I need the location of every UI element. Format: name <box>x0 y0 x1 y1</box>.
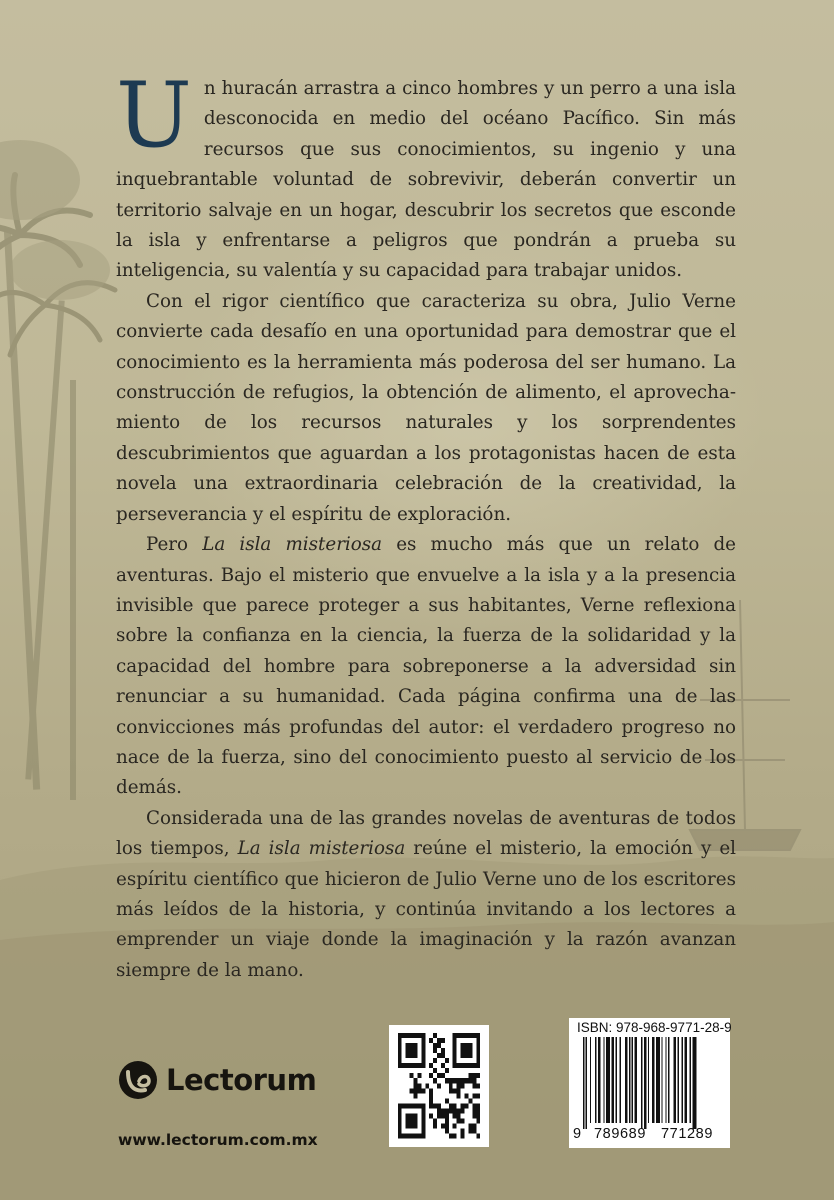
isbn-barcode <box>569 1018 730 1148</box>
book-title-italic: La isla misteriosa <box>202 534 383 556</box>
book-title-italic: La isla misteriosa <box>237 838 406 860</box>
blurb-paragraph-4-text-a: Considerada una de las grandes novelas de aventuras de todos los tiempos, <box>116 807 736 860</box>
blurb-paragraph-3-text-a: Pero <box>146 534 203 556</box>
barcode-digit-first: 9 <box>573 1126 582 1142</box>
isbn-label: ISBN: 978-968-9771-28-9 <box>577 1020 732 1035</box>
publisher-name: Lectorum <box>166 1063 317 1097</box>
blurb-paragraph-3 <box>116 530 736 804</box>
blurb-paragraph-3-text-b: es mucho más que un relato de aventuras. Bajo el misterio que envuelve a la isla y a la presencia invisible que parece proteger a sus habitantes, Verne reflexiona sobre la confianza en la ciencia, la fuerza de la solidaridad y la capacidad del hombre para sobreponerse a la adversidad sin renunciar a su humanidad. Cada página confirma una de las convicciones más profundas del autor: el verdadero progreso no nace de la fuerza, sino del conocimiento puesto al servicio de los demás. <box>116 534 736 799</box>
publisher-url: www.lectorum.com.mx <box>118 1131 318 1149</box>
blurb-paragraph-4-text-b: reúne el misterio, la emoción y el espíritu científico que hicieron de Julio Verne uno de los escritores más leídos de la historia, y continúa invitando a los lectores a emprender un viaje donde la imaginación y la razón avanzan siempre de la mano. <box>116 838 736 981</box>
blurb-paragraph-1 <box>116 63 736 287</box>
qr-code <box>389 1025 489 1147</box>
barcode-bars <box>569 1037 730 1129</box>
blurb-paragraph-2: Con el rigor científico que caracteriza su obra, Julio Verne convierte cada desafío en una oportunidad para demostrar que el conocimiento es la herramienta más poderosa del ser humano. La construcción de refugios, la obtención de alimento, el aprovechamiento de los recursos naturales y los sorprendentes descubrimientos que aguardan a los protagonistas hacen de esta novela una extraordinaria celebración de la creatividad, la perseverancia y el espíritu de exploración. <box>116 290 736 525</box>
barcode-digits-left: 789689 <box>594 1126 646 1142</box>
publisher-logo <box>118 1055 338 1105</box>
blurb-paragraph-4 <box>116 804 736 986</box>
qr-code-icon <box>397 1033 481 1139</box>
lectorum-swirl-icon <box>118 1060 158 1100</box>
barcode-digits-right: 771289 <box>661 1126 713 1142</box>
drop-cap: U <box>116 63 192 168</box>
back-cover-blurb <box>116 63 736 986</box>
blurb-paragraph-1-text: n huracán arrastra a cinco hombres y un perro a una isla desconocida en medio del océano Pacífico. Sin más recursos que sus conocimientos, su ingenio y una inquebrantable voluntad de sobrevivir, deberán convertir un territorio salvaje en un hogar, descubrir los secretos que esconde la isla y enfrentarse a peligros que pondrán a prueba su inteligencia, su valentía y su capacidad para trabajar unidos. <box>116 78 736 282</box>
